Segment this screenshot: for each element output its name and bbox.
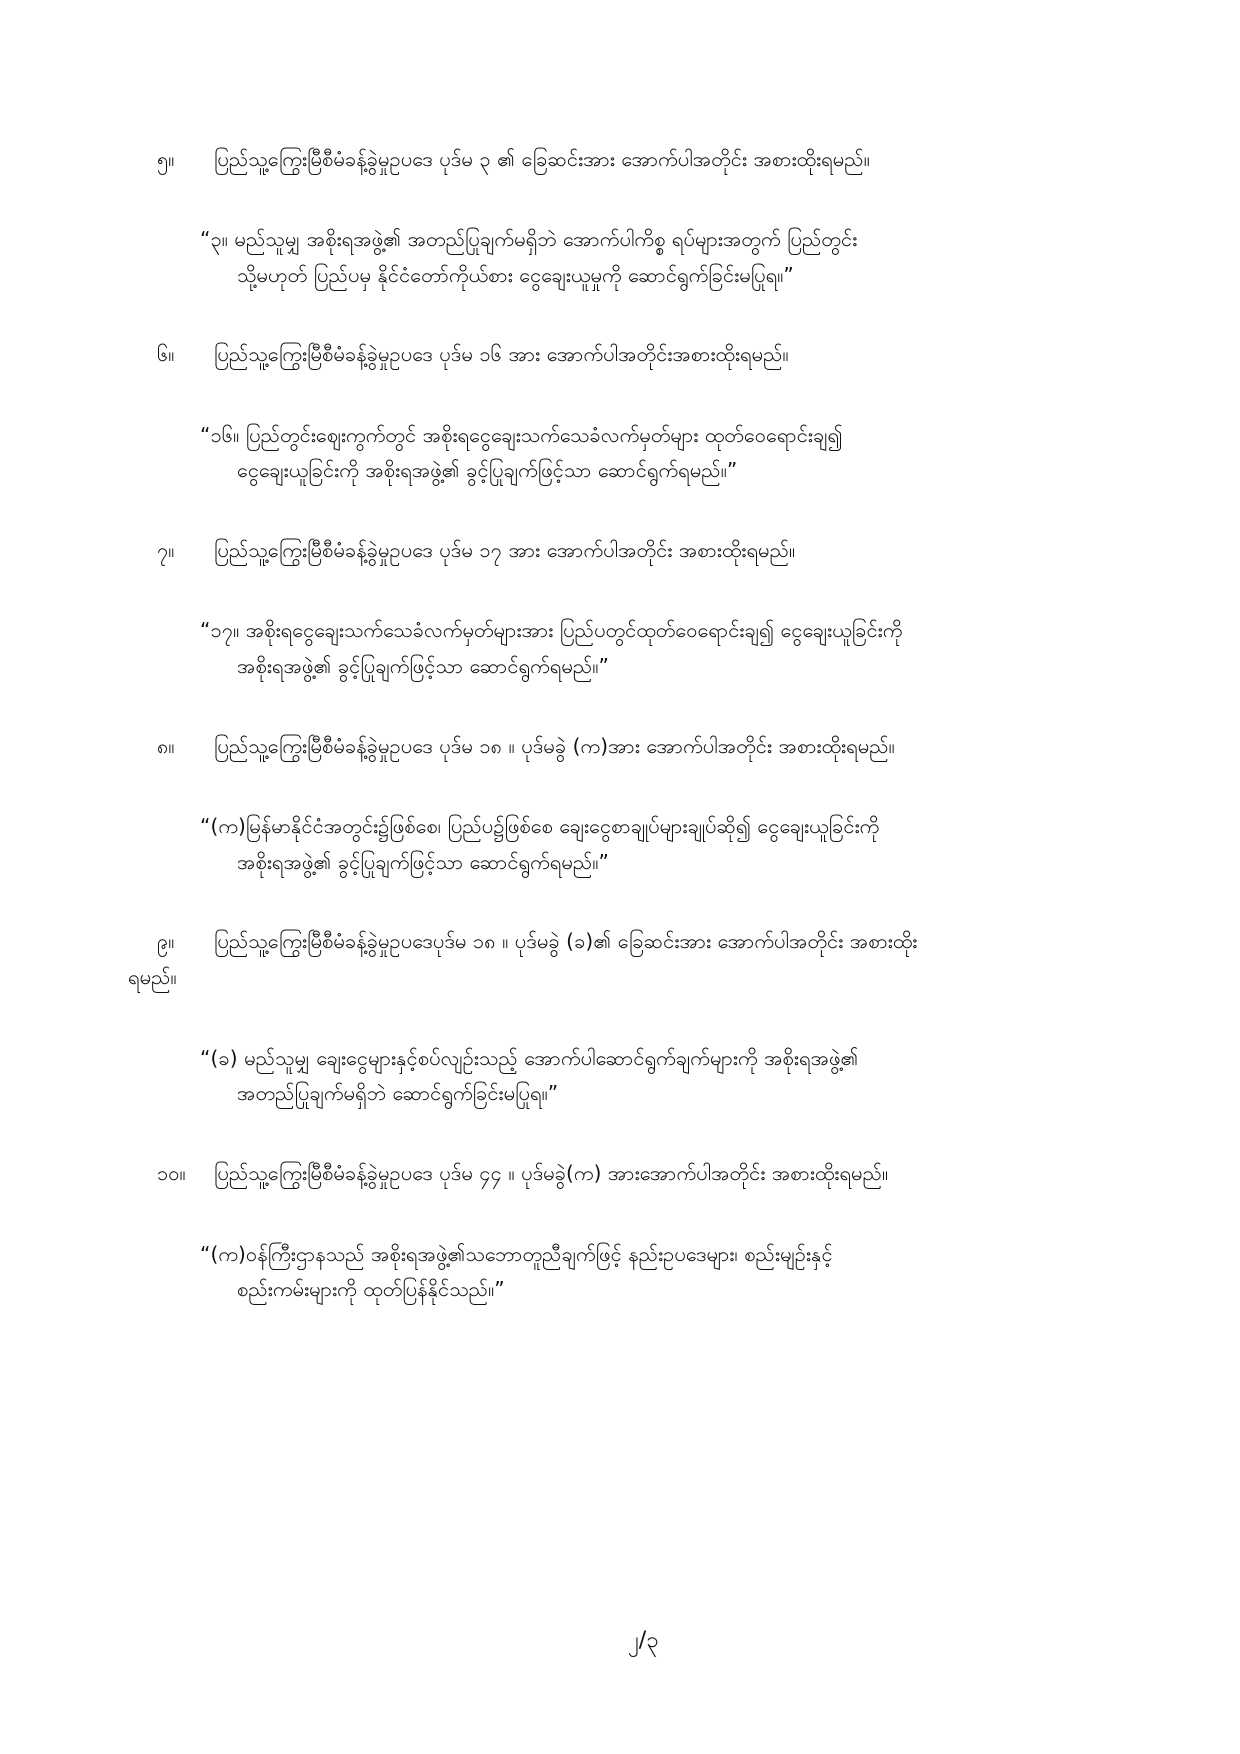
quote-line: အစိုးရအဖွဲ့၏ ခွင့်ပြုချက်ဖြင့်သာ ဆောင်ရွက်ရမည်။” [237, 850, 609, 874]
quote-line: “၁၇။ အစိုးရငွေချေးသက်သေခံလက်မှတ်များအား ပြည်ပတွင်ထုတ်ဝေရောင်းချ၍ ငွေချေးယူခြင်းကို [200, 618, 903, 642]
quote-line: အစိုးရအဖွဲ့၏ ခွင့်ပြုချက်ဖြင့်သာ ဆောင်ရွက်ရမည်။” [237, 654, 609, 678]
section-heading: ပြည်သူ့ကြွေးမြီစီမံခန့်ခွဲမှုဥပဒေ ပုဒ်မ ၁၆ အား အောက်ပါအတိုင်းအစားထိုးရမည်။ [214, 342, 789, 366]
quote-line: “(က)မြန်မာနိုင်ငံအတွင်း၌ဖြစ်စေ၊ ပြည်ပ၌ဖြစ်စေ ချေးငွေစာချုပ်များချုပ်ဆို၍ ငွေချေးယူခြင်းကို [200, 814, 880, 838]
quote-line: “(က)ဝန်ကြီးဌာနသည် အစိုးရအဖွဲ့၏သဘောတူညီချက်ဖြင့် နည်းဥပဒေများ၊ စည်းမျဉ်းနှင့် [200, 1242, 833, 1266]
section-number: ၇။ [157, 538, 175, 562]
section-heading: ပြည်သူ့ကြွေးမြီစီမံခန့်ခွဲမှုဥပဒေ ပုဒ်မ ၁၈ ။ ပုဒ်မခွဲ (က)အား အောက်ပါအတိုင်း အစားထိုးရမည်။ [214, 734, 895, 758]
page-marker: ၂/၃ [628, 1628, 659, 1653]
section-number: ၁၀။ [157, 1161, 186, 1185]
section-heading: ပြည်သူ့ကြွေးမြီစီမံခန့်ခွဲမှုဥပဒေ ပုဒ်မ ၃ ၏ ခြေဆင်းအား အောက်ပါအတိုင်း အစားထိုးရမည်။ [214, 147, 870, 171]
quote-line: သို့မဟုတ် ပြည်ပမှ နိုင်ငံတော်ကိုယ်စား ငွေချေးယူမှုကို ဆောင်ရွက်ခြင်းမပြုရ။” [237, 263, 794, 287]
quote-line: “၁၆။ ပြည်တွင်းဈေးကွက်တွင် အစိုးရငွေချေးသက်သေခံလက်မှတ်များ ထုတ်ဝေရောင်းချ၍ [200, 423, 843, 447]
section-heading-continued: ရမည်။ [128, 965, 177, 989]
section-number: ၈။ [157, 734, 175, 758]
section-number: ၆။ [157, 342, 175, 366]
section-number: ၅။ [157, 147, 175, 171]
quote-line: စည်းကမ်းများကို ထုတ်ပြန်နိုင်သည်။” [237, 1277, 505, 1301]
section-heading: ပြည်သူ့ကြွေးမြီစီမံခန့်ခွဲမှုဥပဒေ ပုဒ်မ ၁၇ အား အောက်ပါအတိုင်း အစားထိုးရမည်။ [214, 538, 796, 562]
quote-line: “(ခ) မည်သူမျှ ချေးငွေများနှင့်စပ်လျဉ်းသည့် အောက်ပါဆောင်ရွက်ချက်များကို အစိုးရအဖွဲ့၏ [200, 1046, 859, 1070]
quote-line: “၃။ မည်သူမျှ အစိုးရအဖွဲ့၏ အတည်ပြုချက်မရှိဘဲ အောက်ပါကိစ္စ ရပ်များအတွက် ပြည်တွင်း [200, 227, 858, 251]
section-number: ၉။ [157, 929, 175, 953]
section-heading: ပြည်သူ့ကြွေးမြီစီမံခန့်ခွဲမှုဥပဒေ ပုဒ်မ ၄၄ ။ ပုဒ်မခွဲ(က) အားအောက်ပါအတိုင်း အစားထိုးရမည်။ [214, 1161, 889, 1185]
quote-line: ငွေချေးယူခြင်းကို အစိုးရအဖွဲ့၏ ခွင့်ပြုချက်ဖြင့်သာ ဆောင်ရွက်ရမည်။” [237, 458, 738, 482]
section-heading: ပြည်သူ့ကြွေးမြီစီမံခန့်ခွဲမှုဥပဒေပုဒ်မ ၁၈ ။ ပုဒ်မခွဲ (ခ)၏ ခြေဆင်းအား အောက်ပါအတိုင်း အစားထိုး [214, 929, 918, 953]
quote-line: အတည်ပြုချက်မရှိဘဲ ဆောင်ရွက်ခြင်းမပြုရ။” [237, 1081, 559, 1105]
